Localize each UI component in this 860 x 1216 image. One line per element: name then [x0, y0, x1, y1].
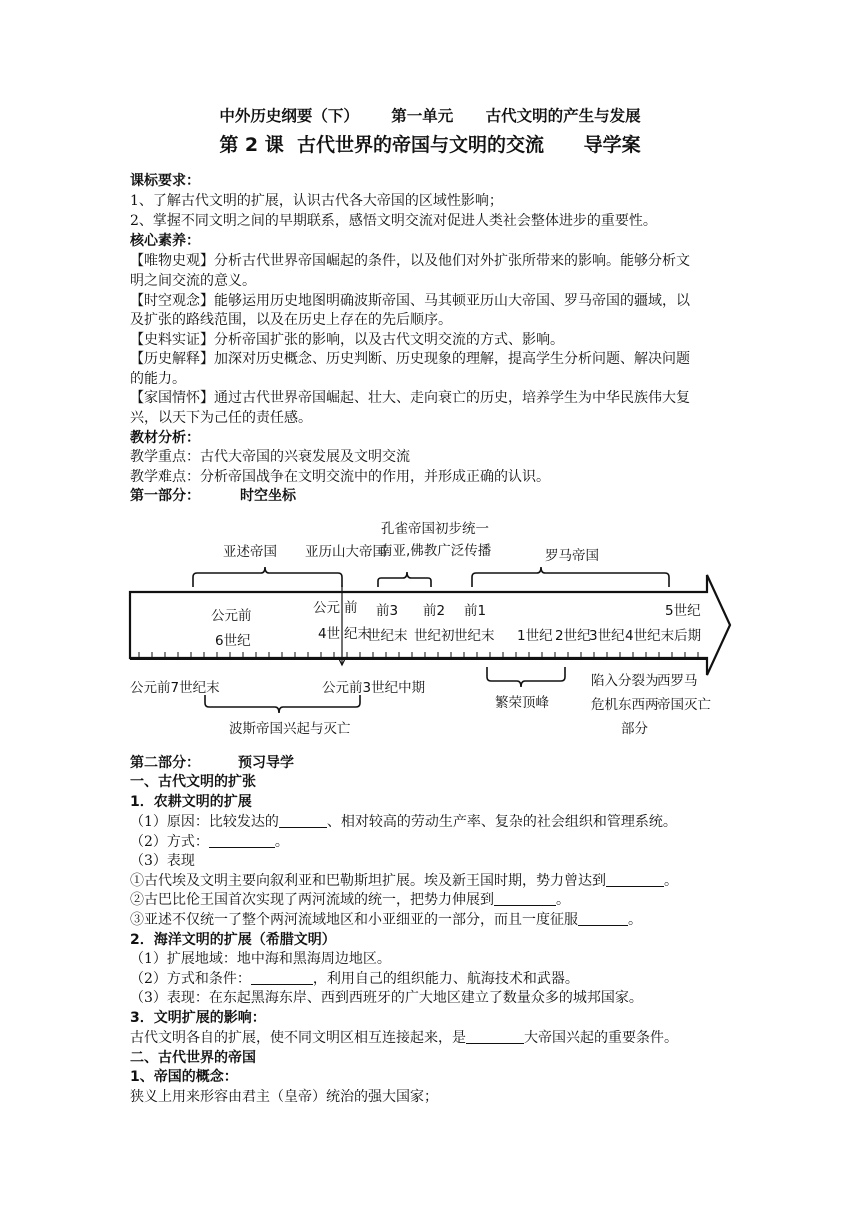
answer-blank[interactable]: [578, 912, 628, 926]
tick-bc6-b: 6世纪: [215, 633, 251, 649]
label-crisis-2: 危机东西两: [591, 697, 659, 713]
literacy-line: 【唯物史观】分析古代世界帝国崛起的条件，以及他们对外扩张所带来的影响。能够分析文: [130, 253, 690, 269]
tick-c3: 3世纪: [589, 628, 625, 644]
text-line: （3）表现: [130, 853, 195, 869]
section2-heading: 二、古代世界的帝国: [130, 1050, 256, 1066]
analysis-heading: 教材分析：: [130, 430, 200, 446]
label-maurya-1: 孔雀帝国初步统一: [381, 521, 489, 537]
label-persia: 波斯帝国兴起与灭亡: [229, 721, 351, 737]
literacy-line: 【家国情怀】通过古代世界帝国崛起、壮大、走向衰亡的历史，培养学生为中华民族伟大复: [130, 390, 690, 406]
part2-label: 第二部分：: [130, 755, 200, 771]
standards-item: 1、了解古代文明的扩展，认识古代各大帝国的区域性影响；: [130, 193, 503, 209]
fill-line: ①古代埃及文明主要向叙利亚和巴勒斯坦扩展。埃及新王国时期，势力曾达到 。: [130, 873, 678, 889]
tick-bc2-b: 世纪初: [414, 628, 455, 644]
standards-item: 2、掌握不同文明之间的早期联系，感悟文明交流对促进人类社会整体进步的重要性。: [130, 213, 657, 229]
section2-sub1: 1、帝国的概念：: [130, 1069, 238, 1085]
tick-bc3-a: 前3: [376, 603, 399, 619]
literacy-line: 的能力。: [130, 371, 186, 387]
standards-heading: 课标要求：: [130, 173, 200, 189]
literacy-heading: 核心素养：: [130, 233, 200, 249]
label-crisis-1: 陷入分裂为: [591, 673, 659, 689]
difficulty: 教学难点：分析帝国战争在文明交流中的作用，并形成正确的认识。: [130, 469, 550, 485]
text-line: （1）扩展地域：地中海和黑海周边地区。: [130, 951, 391, 967]
tick-c2: 2世纪: [555, 628, 591, 644]
brace-rome: [472, 567, 669, 587]
label-bc7: 公元前7世纪末: [130, 680, 220, 696]
brace-assyria-alexander: [193, 567, 342, 587]
tick-bc4-b: 前: [344, 600, 358, 616]
tick-c1: 1世纪: [517, 628, 553, 644]
tick-c5: 5世纪: [665, 603, 701, 619]
literacy-line: 兴，以天下为己任的责任感。: [130, 410, 312, 426]
label-assyria: 亚述帝国: [223, 544, 277, 560]
key-point: 教学重点：古代大帝国的兴衰发展及文明交流: [130, 449, 410, 465]
tick-bc1-b: 世纪末: [454, 628, 495, 644]
section1-heading: 一、古代文明的扩张: [130, 774, 256, 790]
section1-sub2: 2．海洋文明的扩展（希腊文明）: [130, 932, 336, 948]
tick-bc6-a: 公元前: [211, 608, 252, 624]
answer-blank[interactable]: [251, 971, 313, 985]
part1-label: 第一部分：: [130, 488, 200, 504]
tick-bc4-d: 纪末: [344, 626, 371, 642]
tick-bc2-a: 前2: [423, 603, 446, 619]
part1-heading: [130, 487, 296, 505]
tick-c4: 4世纪末后期: [625, 628, 702, 644]
tick-bc1-a: 前1: [464, 603, 487, 619]
course-header: 中外历史纲要（下） 第一单元 古代文明的产生与发展: [219, 107, 641, 125]
label-west-1: 西罗马: [657, 673, 698, 689]
lesson-title: 第 2 课 古代世界的帝国与文明的交流 导学案: [219, 134, 641, 156]
fill-line: ③亚述不仅统一了整个两河流域地区和小亚细亚的一部分，而且一度征服 。: [130, 912, 642, 928]
part1-title: 时空坐标: [240, 488, 296, 504]
label-bc3mid: 公元前3世纪中期: [322, 680, 426, 696]
part2-title: 预习导学: [238, 755, 294, 771]
fill-line: ②古巴比伦王国首次实现了两河流域的统一，把势力伸展到 。: [130, 892, 570, 908]
literacy-line: 【时空观念】能够运用历史地图明确波斯帝国、马其顿亚历山大帝国、罗马帝国的疆域，以: [130, 293, 690, 309]
section1-sub3: 3．文明扩展的影响：: [130, 1010, 266, 1026]
label-maurya-2: 南亚,佛教广泛传播: [379, 543, 492, 559]
brace-maurya: [378, 572, 431, 587]
literacy-line: 明之间交流的意义。: [130, 273, 256, 289]
fill-line: 古代文明各自的扩展，使不同文明区相互连接起来，是 大帝国兴起的重要条件。: [130, 1030, 678, 1046]
tick-bc3-b: 世纪末: [367, 628, 408, 644]
label-alexander: 亚历山大帝国: [305, 544, 386, 560]
literacy-line: 【历史解释】加深对历史概念、历史判断、历史现象的理解，提高学生分析问题、解决问题: [130, 351, 690, 367]
answer-blank[interactable]: [606, 873, 664, 887]
literacy-line: 【史料实证】分析帝国扩张的影响，以及古代文明交流的方式、影响。: [130, 332, 564, 348]
part2-heading: [130, 754, 294, 772]
answer-blank[interactable]: [494, 892, 556, 906]
brace-persia: [205, 695, 360, 713]
tick-bc4-c: 4世: [318, 626, 341, 642]
brace-peak: [487, 667, 565, 687]
answer-blank[interactable]: [209, 834, 275, 848]
answer-blank[interactable]: [466, 1030, 524, 1044]
label-peak: 繁荣顶峰: [495, 695, 549, 711]
fill-line: （2）方式： 。: [130, 834, 289, 850]
text-line: 狭义上用来形容由君主（皇帝）统治的强大国家；: [130, 1089, 438, 1105]
answer-blank[interactable]: [279, 814, 327, 828]
label-west-2: 帝国灭亡: [657, 697, 711, 713]
fill-line: （2）方式和条件： ，利用自己的组织能力、航海技术和武器。: [130, 971, 579, 987]
tick-bc4-a: 公元: [313, 600, 340, 616]
text-line: （3）表现：在东起黑海东岸、西到西班牙的广大地区建立了数量众多的城邦国家。: [130, 990, 643, 1006]
section1-sub1: 1．农耕文明的扩展: [130, 794, 252, 810]
timeline-diagram: [125, 515, 735, 755]
fill-line: （1）原因：比较发达的 、相对较高的劳动生产率、复杂的社会组织和管理系统。: [130, 814, 677, 830]
label-rome: 罗马帝国: [545, 548, 599, 564]
literacy-line: 及扩张的路线范围，以及在历史上存在的先后顺序。: [130, 312, 452, 328]
label-crisis-3: 部分: [621, 721, 648, 737]
